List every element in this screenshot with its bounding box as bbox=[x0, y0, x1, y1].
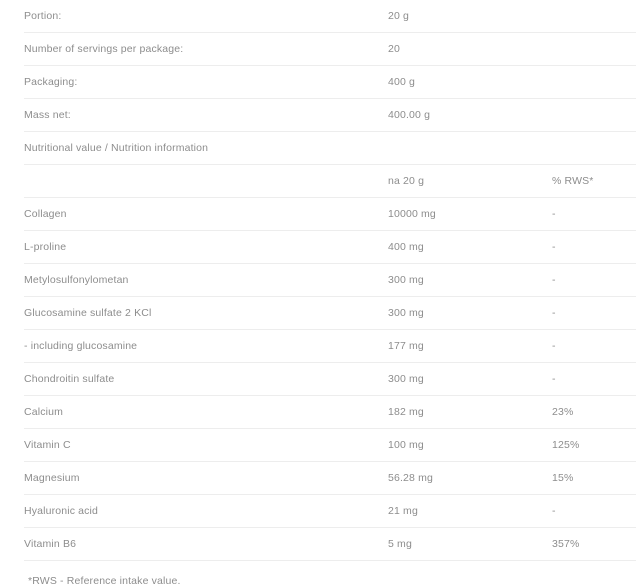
nutrient-amount: 100 mg bbox=[388, 429, 552, 462]
nutrient-percent: 15% bbox=[552, 462, 636, 495]
table-row bbox=[24, 66, 636, 99]
table-row bbox=[24, 198, 636, 231]
nutrient-name: Vitamin C bbox=[24, 429, 388, 462]
table-row bbox=[24, 396, 636, 429]
nutrient-percent: - bbox=[552, 198, 636, 231]
nutrient-amount: 5 mg bbox=[388, 528, 552, 561]
nutrient-percent: - bbox=[552, 363, 636, 396]
table-row bbox=[24, 363, 636, 396]
table-row bbox=[24, 231, 636, 264]
table-row bbox=[24, 462, 636, 495]
product-info-body bbox=[24, 0, 636, 561]
info-label: Mass net: bbox=[24, 99, 388, 132]
nutrient-name: Metylosulfonylometan bbox=[24, 264, 388, 297]
column-header-amount: na 20 g bbox=[388, 165, 552, 198]
table-row bbox=[24, 330, 636, 363]
table-row bbox=[24, 0, 636, 33]
info-value: 400 g bbox=[388, 66, 552, 99]
nutrient-name: Magnesium bbox=[24, 462, 388, 495]
nutrient-amount: 177 mg bbox=[388, 330, 552, 363]
nutrient-amount: 182 mg bbox=[388, 396, 552, 429]
nutrient-amount: 10000 mg bbox=[388, 198, 552, 231]
section-spacer-2 bbox=[552, 132, 636, 165]
nutrient-amount: 300 mg bbox=[388, 363, 552, 396]
info-label: Portion: bbox=[24, 0, 388, 33]
table-row bbox=[24, 99, 636, 132]
table-row bbox=[24, 33, 636, 66]
info-value: 20 bbox=[388, 33, 552, 66]
nutrient-percent: - bbox=[552, 231, 636, 264]
nutrient-percent: - bbox=[552, 297, 636, 330]
nutrition-footnote: *RWS - Reference intake value. bbox=[28, 575, 181, 587]
section-spacer-1 bbox=[388, 132, 552, 165]
nutrition-section-title: Nutritional value / Nutrition information bbox=[24, 132, 388, 165]
nutrient-name: L-proline bbox=[24, 231, 388, 264]
info-spacer bbox=[552, 66, 636, 99]
info-spacer bbox=[552, 33, 636, 66]
nutrient-percent: - bbox=[552, 495, 636, 528]
nutrient-amount: 300 mg bbox=[388, 264, 552, 297]
info-spacer bbox=[552, 0, 636, 33]
nutrition-header-row bbox=[24, 165, 636, 198]
nutrient-name: - including glucosamine bbox=[24, 330, 388, 363]
nutrient-name: Glucosamine sulfate 2 KCl bbox=[24, 297, 388, 330]
nutrient-name: Vitamin B6 bbox=[24, 528, 388, 561]
table-row bbox=[24, 429, 636, 462]
nutrition-section-title-row bbox=[24, 132, 636, 165]
column-header-name bbox=[24, 165, 388, 198]
product-info-table bbox=[24, 0, 636, 561]
nutrient-amount: 300 mg bbox=[388, 297, 552, 330]
nutrient-name: Collagen bbox=[24, 198, 388, 231]
column-header-percent: % RWS* bbox=[552, 165, 636, 198]
nutrient-percent: 357% bbox=[552, 528, 636, 561]
table-row bbox=[24, 264, 636, 297]
table-row bbox=[24, 297, 636, 330]
nutrient-name: Hyaluronic acid bbox=[24, 495, 388, 528]
nutrient-percent: 23% bbox=[552, 396, 636, 429]
info-value: 20 g bbox=[388, 0, 552, 33]
nutrient-amount: 56.28 mg bbox=[388, 462, 552, 495]
nutrient-percent: - bbox=[552, 264, 636, 297]
nutrient-name: Chondroitin sulfate bbox=[24, 363, 388, 396]
table-row bbox=[24, 528, 636, 561]
info-label: Packaging: bbox=[24, 66, 388, 99]
info-value: 400.00 g bbox=[388, 99, 552, 132]
nutrient-percent: 125% bbox=[552, 429, 636, 462]
nutrient-percent: - bbox=[552, 330, 636, 363]
info-label: Number of servings per package: bbox=[24, 33, 388, 66]
nutrient-name: Calcium bbox=[24, 396, 388, 429]
table-row bbox=[24, 495, 636, 528]
nutrient-amount: 21 mg bbox=[388, 495, 552, 528]
nutrient-amount: 400 mg bbox=[388, 231, 552, 264]
info-spacer bbox=[552, 99, 636, 132]
